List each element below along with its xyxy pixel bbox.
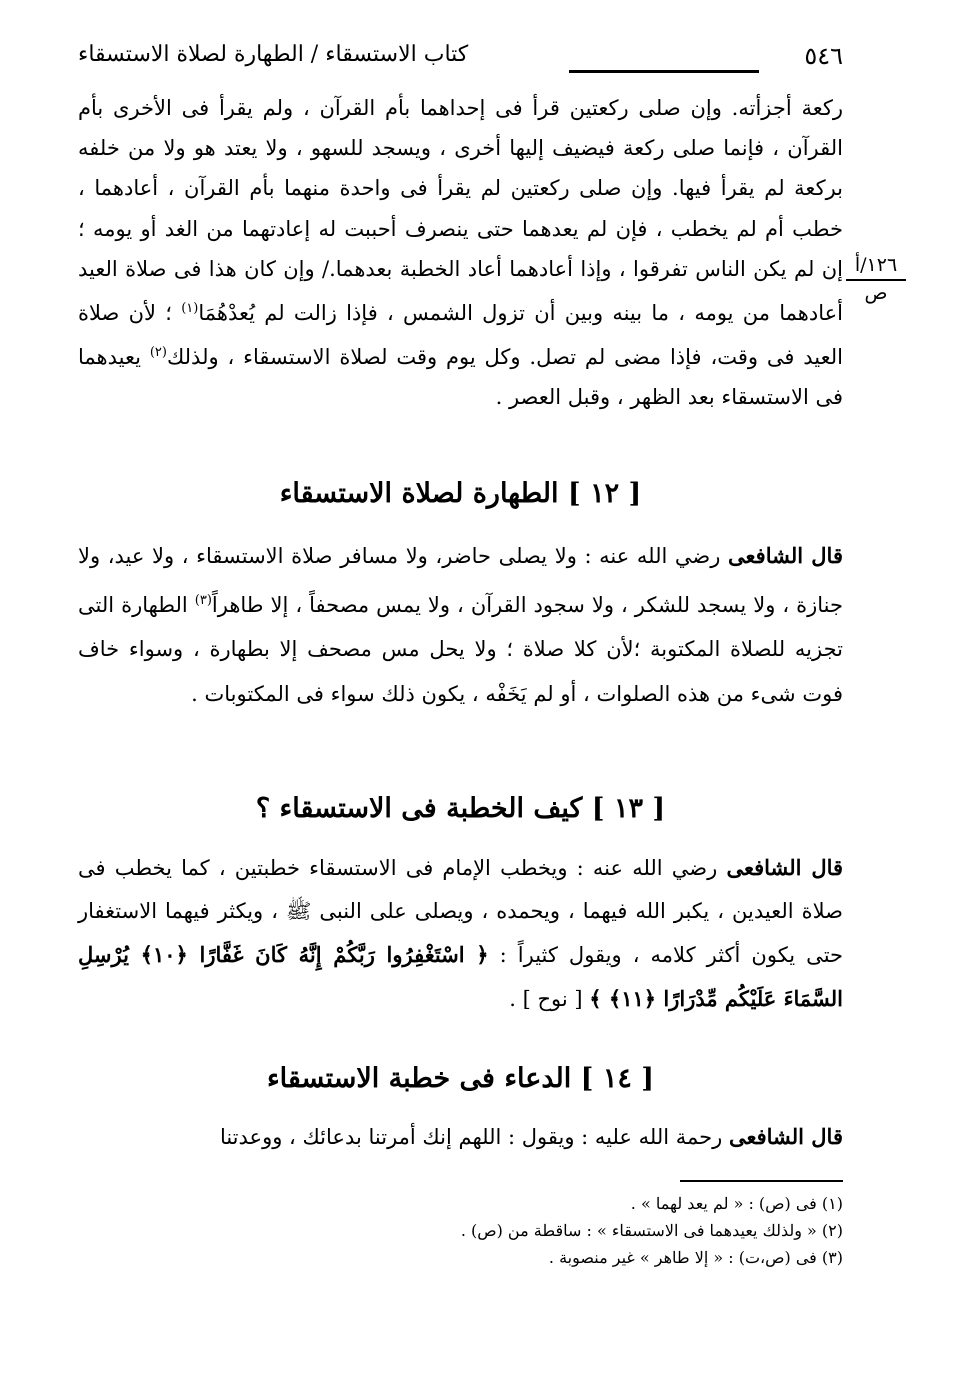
footnotes [78, 1190, 843, 1271]
folio-number: ١٢٦/أ [846, 255, 906, 281]
paragraph-text: : ويخطب الإمام فى الاستسقاء خطبتين ، كما يخطب فى صلاة العيدين ، يكبر الله فيهما ، ويحمده ، ويصلى على النبى ﷺ ، ويكثر فيهما الاستغفار حتى يكون أكثر كلامه ، ويقول كثيراً : [78, 856, 844, 967]
footnote-1: (١) فى (ص) : « لم يعد لهما » . [630, 1194, 843, 1213]
running-title: كتاب الاستسقاء / الطهارة لصلاة الاستسقاء [78, 42, 469, 67]
section-heading-14: [ ١٤ ] الدعاء فى خطبة الاستسقاء [266, 1063, 655, 1094]
surah-reference: [ نوح ] . [509, 987, 590, 1011]
header-rule [569, 70, 759, 73]
manuscript-siglum: ص [864, 281, 888, 304]
footnote-separator [680, 1180, 843, 1182]
speaker-label: قال الشافعى [726, 855, 844, 880]
footnote-marker-2[interactable]: (٢) [149, 345, 167, 361]
paragraph-section-13 [78, 846, 843, 1021]
speaker-label: قال الشافعى [728, 543, 843, 568]
section-heading-12: [ ١٢ ] الطهارة لصلاة الاستسقاء [279, 478, 642, 509]
paragraph-text: : ولا يصلى حاضر، ولا مسافر صلاة الاستسقاء ، ولا عيد، ولا جنازة ، ولا يسجد للشكر ، ولا سجود القرآن ، ولا يمس مصحفاً ، إلا طاهراً [78, 544, 843, 617]
footnote-marker-3[interactable]: (٣) [194, 592, 212, 608]
honorific: رضي الله عنه [592, 856, 727, 880]
speaker-label: قال الشافعى [728, 1124, 843, 1149]
footnote-2: (٢) « ولذلك يعيدهما فى الاستسقاء » : ساقطة من (ص) . [460, 1221, 843, 1240]
honorific: رضي الله عنه [599, 544, 729, 568]
paragraph-section-14 [78, 1117, 843, 1157]
running-header [78, 40, 843, 80]
paragraph-text: يعيدهما فى الاستسقاء بعد الظهر ، وقبل العصر . [78, 345, 843, 410]
section-heading-13: [ ١٣ ] كيف الخطبة فى الاستسقاء ؟ [255, 793, 666, 824]
paragraph-text: رحمة الله عليه : ويقول : اللهم إنك أمرتنا بدعائك ، ووعدتنا [219, 1125, 729, 1149]
paragraph-text: الطهارة التى تجزيه للصلاة المكتوبة ؛لأن كلا صلاة ؛ ولا يحل مس مصحف إلا بطهارة ، وسواء خاف فوت شىء من هذه الصلوات ، أو لم يَخَفْه ، يكون ذلك سواء فى المكتوبات . [78, 592, 843, 706]
footnote-marker-1[interactable]: (١) [181, 301, 199, 317]
paragraph-text: ؛ لأن صلاة العيد فى وقت، فإذا مضى لم تصل. وكل يوم وقت لصلاة الاستسقاء ، ولذلك [78, 301, 843, 370]
quran-quote: ﴿ اسْتَغْفِرُوا رَبَّكُمْ إِنَّهُ كَانَ غَفَّارًا ﴿١٠﴾ يُرْسِلِ السَّمَاءَ عَلَيْكُم مِّدْرَارًا ﴿١١﴾ ﴾ [78, 942, 843, 1011]
paragraph-opening [78, 88, 843, 418]
paragraph-text: ركعة أجزأته. وإن صلى ركعتين قرأ فى إحداهما بأم القرآن ، ولم يقرأ فى الأخرى بأم القرآن ، فإنما صلى ركعة فيضيف إليها أخرى ، ويسجد للسهو ، ولا يعتد هو ولا من خلفه بركعة لم يقرأ فيها. وإن صلى ركعتين لم يقرأ فى واحدة منهما بأم القرآن ، أعادهما ، خطب أم لم يخطب ، فإن لم يعدهما حتى ينصرف أحببت له إعادتهما من الغد أو يومه ؛ إن لم يكن الناس تفرقوا ، وإذا أعادهما أعاد الخطبة بعدهما./ وإن كان هذا فى صلاة العيد أعادهما من يومه ، ما بينه وبين أن تزول الشمس ، فإذا زالت لم يُعدْهُمَا [78, 96, 843, 326]
page-number: ٥٤٦ [804, 42, 843, 70]
paragraph-section-12 [78, 534, 843, 716]
manuscript-folio-note [846, 255, 906, 304]
footnote-3: (٣) فى (ص،ت) : « إلا طاهر » غير منصوبة . [548, 1248, 843, 1267]
